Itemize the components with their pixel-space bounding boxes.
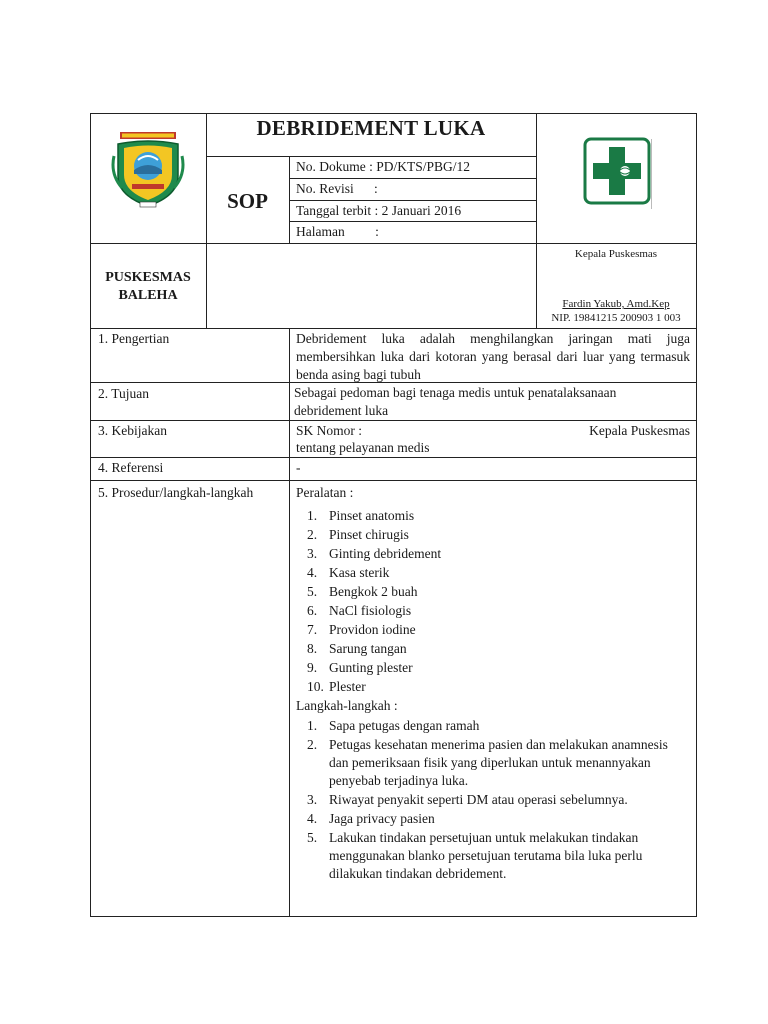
langkah-item — [307, 736, 687, 790]
peralatan-item — [307, 563, 687, 582]
signature-nip: NIP. 19841215 200903 1 003 — [551, 312, 681, 324]
peralatan-item-text: Providon iodine — [329, 622, 416, 637]
langkah-item-number: 5. — [307, 830, 318, 845]
revision-number: No. Revisi : — [296, 181, 378, 196]
peralatan-item-number: 8. — [307, 641, 318, 656]
langkah-item — [307, 829, 687, 883]
peralatan-item-text: Sarung tangan — [329, 641, 407, 656]
health-cross-logo — [583, 137, 653, 207]
row-label-referensi: 4. Referensi — [98, 460, 164, 475]
langkah-item-number: 2. — [307, 737, 318, 752]
peralatan-item — [307, 525, 687, 544]
peralatan-item — [307, 601, 687, 620]
peralatan-item-number: 7. — [307, 622, 318, 637]
peralatan-item-number: 6. — [307, 603, 318, 618]
document-number: No. Dokume : PD/KTS/PBG/12 — [296, 159, 471, 174]
peralatan-item — [307, 582, 687, 601]
kebijakan-tentang: tentang pelayanan medis — [296, 440, 430, 455]
row-text-referensi: - — [296, 460, 301, 475]
peralatan-item-number: 1. — [307, 508, 318, 523]
peralatan-item-number: 3. — [307, 546, 318, 561]
peralatan-item-text: Ginting debridement — [329, 546, 442, 561]
langkah-item — [307, 810, 687, 828]
langkah-item-text: Petugas kesehatan menerima pasien dan melakukan anamnesis dan pemeriksaan fisik yang diperlukan untuk menannyakan penyebab terjadinya luka. — [329, 737, 668, 788]
peralatan-list — [307, 506, 687, 696]
document-title: DEBRIDEMENT LUKA — [256, 116, 486, 140]
langkah-item-text: Lakukan tindakan persetujuan untuk melakukan tindakan menggunakan blanko persetujuan terutama bila luka perlu dilakukan tindakan debridement. — [329, 830, 643, 881]
peralatan-item — [307, 620, 687, 639]
kebijakan-sk-nomor: SK Nomor : — [296, 423, 363, 438]
unit-name-line2: BALEHA — [118, 288, 178, 303]
row-text-pengertian: Debridement luka adalah menghilangkan jaringan mati juga membersihkan luka dari kotoran yang berasal dari luar yang termasuk benda asing bagi tubuh — [296, 331, 690, 382]
peralatan-item-number: 4. — [307, 565, 318, 580]
langkah-item-number: 3. — [307, 792, 318, 807]
peralatan-item — [307, 658, 687, 677]
peralatan-item-number: 9. — [307, 660, 318, 675]
langkah-item — [307, 791, 687, 809]
row-label-tujuan: 2. Tujuan — [98, 386, 150, 401]
row-label-kebijakan: 3. Kebijakan — [98, 423, 167, 438]
regency-emblem-logo — [110, 130, 186, 212]
peralatan-item-text: Kasa sterik — [329, 565, 390, 580]
peralatan-item-text: Gunting plester — [329, 660, 413, 675]
peralatan-item-text: Pinset anatomis — [329, 508, 415, 523]
signature-name: Fardin Yakub, Amd.Kep — [562, 298, 670, 310]
langkah-item-number: 4. — [307, 811, 318, 826]
peralatan-item-text: NaCl fisiologis — [329, 603, 412, 618]
peralatan-item-number: 2. — [307, 527, 318, 542]
row-label-prosedur: 5. Prosedur/langkah-langkah — [98, 485, 254, 500]
peralatan-item-text: Bengkok 2 buah — [329, 584, 418, 599]
langkah-item-number: 1. — [307, 718, 318, 733]
langkah-item-text: Riwayat penyakit seperti DM atau operasi sebelumnya. — [329, 792, 628, 807]
langkah-list — [307, 717, 687, 884]
peralatan-item — [307, 639, 687, 658]
peralatan-item-text: Pinset chirugis — [329, 527, 409, 542]
peralatan-heading: Peralatan : — [296, 485, 354, 500]
langkah-item — [307, 717, 687, 735]
langkah-item-text: Jaga privacy pasien — [329, 811, 435, 826]
langkah-item-text: Sapa petugas dengan ramah — [329, 718, 480, 733]
langkah-heading: Langkah-langkah : — [296, 698, 398, 713]
row-text-tujuan: Sebagai pedoman bagi tenaga medis untuk penatalaksanaan debridement luka — [294, 385, 617, 418]
unit-name-line1: PUSKESMAS — [105, 270, 191, 285]
peralatan-item — [307, 544, 687, 563]
kebijakan-kepala: Kepala Puskesmas — [589, 423, 690, 438]
peralatan-item — [307, 506, 687, 525]
issue-date: Tanggal terbit : 2 Januari 2016 — [296, 203, 462, 218]
peralatan-item — [307, 677, 687, 696]
peralatan-item-text: Plester — [329, 679, 366, 694]
peralatan-item-number: 5. — [307, 584, 318, 599]
signature-title: Kepala Puskesmas — [574, 248, 658, 260]
page-number: Halaman : — [296, 224, 379, 239]
sop-label: SOP — [227, 189, 268, 213]
peralatan-item-number: 10. — [307, 679, 324, 694]
row-label-pengertian: 1. Pengertian — [98, 331, 170, 346]
